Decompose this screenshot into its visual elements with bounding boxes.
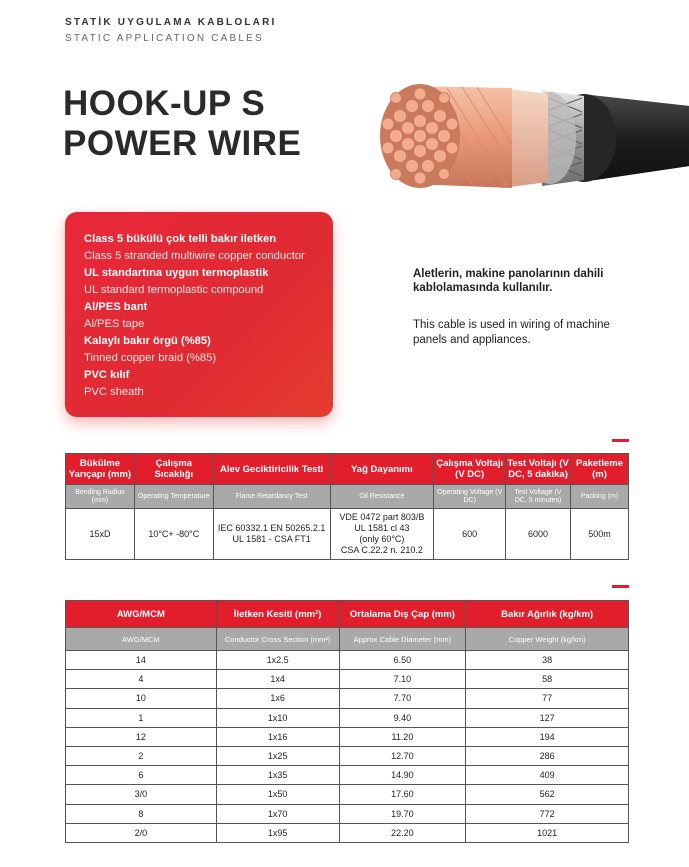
table-row (66, 689, 629, 708)
table-cell: 1x4 (216, 670, 339, 689)
table-row (66, 804, 629, 823)
flame-test-line: UL 1581 - CSA FT1 (232, 534, 311, 544)
sizes-header-cell: İletken Kesiti (mm²) (216, 601, 339, 628)
table-cell: 1x10 (216, 708, 339, 727)
specs-subheader-cell: Operating Voltage (V DC) (434, 485, 506, 509)
sizes-header-cell: Ortalama Dış Çap (mm) (339, 601, 466, 628)
specs-subheader-cell: Flame Retardancy Test (213, 485, 330, 509)
table-cell: 14.90 (339, 766, 466, 785)
table-cell: 1 (66, 708, 217, 727)
table-cell: 22.20 (339, 823, 466, 842)
specs-header-cell: Yağ Dayanımı (330, 454, 434, 485)
table-cell: 1x35 (216, 766, 339, 785)
test-voltage-value: 6000 (506, 509, 571, 560)
construction-item-5-en: PVC sheath (84, 386, 144, 398)
table-cell: 58 (466, 670, 629, 689)
category-title-en: STATIC APPLICATION CABLES (65, 33, 264, 44)
sizes-header-cell: AWG/MCM (66, 601, 217, 628)
cable-image (372, 66, 689, 194)
specs-header-cell: Paketleme (m) (570, 454, 628, 485)
specs-subheader-row (66, 485, 629, 509)
oil-resistance-line: CSA C.22.2 n. 210.2 (340, 545, 423, 555)
oil-resistance-value (330, 509, 434, 560)
section-marker (612, 439, 629, 442)
table-cell: 1x16 (216, 727, 339, 746)
section-marker (612, 585, 629, 588)
specs-header-cell: Çalışma Sıcaklığı (134, 454, 213, 485)
table-cell: 6.50 (339, 651, 466, 670)
sizes-header-row (66, 601, 629, 628)
bending-radius-value: 15xD (66, 509, 135, 560)
table-cell: 10 (66, 689, 217, 708)
construction-item-1-en: Class 5 stranded multiwire copper conductor (84, 250, 305, 262)
table-cell: 19.70 (339, 804, 466, 823)
sizes-table (65, 600, 629, 843)
specs-value-row (66, 509, 629, 560)
table-cell: 3/0 (66, 785, 217, 804)
oil-resistance-line: VDE 0472 part 803/B (339, 512, 425, 522)
construction-item-4-tr: Kalaylı bakır örgü (%85) (84, 335, 211, 347)
specs-header-cell: Test Voltajı (V DC, 5 dakika) (506, 454, 571, 485)
table-cell: 8 (66, 804, 217, 823)
specs-table (65, 453, 629, 560)
table-cell: 194 (466, 727, 629, 746)
table-cell: 4 (66, 670, 217, 689)
product-title-line2: POWER WIRE (63, 124, 302, 163)
table-row (66, 651, 629, 670)
table-cell: 6 (66, 766, 217, 785)
flame-test-line: IEC 60332.1 EN 50265.2.1 (217, 523, 326, 533)
table-row (66, 670, 629, 689)
sizes-subheader-cell: Copper Weight (kg/km) (466, 628, 629, 651)
table-cell: 2/0 (66, 823, 217, 842)
construction-item-3-en: Al/PES tape (84, 318, 145, 330)
table-cell: 14 (66, 651, 217, 670)
construction-item-5-tr: PVC kılıf (84, 369, 130, 381)
construction-item-2-tr: UL standartına uygun termoplastik (84, 267, 269, 279)
table-cell: 1x6 (216, 689, 339, 708)
sizes-subheader-cell: AWG/MCM (66, 628, 217, 651)
construction-item-2-en: UL standard termoplastic compound (84, 284, 264, 296)
specs-subheader-cell: Oil Resistance (330, 485, 434, 509)
table-cell: 12 (66, 727, 217, 746)
description-tr: Aletlerin, makine panolarının dahili kablolamasında kullanılır. (413, 268, 604, 294)
specs-subheader-cell: Operating Temperature (134, 485, 213, 509)
construction-box (65, 212, 333, 417)
packing-value: 500m (570, 509, 628, 560)
construction-item-4-en: Tinned copper braid (%85) (84, 352, 217, 364)
specs-header-cell: Çalışma Voltajı (V DC) (434, 454, 506, 485)
table-cell: 7.10 (339, 670, 466, 689)
specs-subheader-cell: Packing (m) (570, 485, 628, 509)
sizes-subheader-cell: Approx Cable Diameter (mm) (339, 628, 466, 651)
table-cell: 1x25 (216, 746, 339, 765)
sizes-table-body (66, 651, 629, 843)
table-cell: 11.20 (339, 727, 466, 746)
table-cell: 409 (466, 766, 629, 785)
table-cell: 127 (466, 708, 629, 727)
oil-resistance-line: UL 1581 cl 43 (354, 523, 410, 533)
flame-test-value (213, 509, 330, 560)
specs-header-row (66, 454, 629, 485)
table-cell: 12.70 (339, 746, 466, 765)
construction-item-1-tr: Class 5 bükülü çok telli bakır iletken (84, 233, 277, 245)
table-cell: 38 (466, 651, 629, 670)
table-row (66, 766, 629, 785)
table-row (66, 746, 629, 765)
specs-subheader-cell: Bending Radius (mm) (66, 485, 135, 509)
table-row (66, 785, 629, 804)
table-cell: 1x2.5 (216, 651, 339, 670)
description-en: This cable is used in wiring of machine panels and appliances. (413, 319, 610, 346)
specs-header-cell: Bükülme Yarıçapı (mm) (66, 454, 135, 485)
table-cell: 286 (466, 746, 629, 765)
operating-temp-value: 10°C+ -80°C (134, 509, 213, 560)
table-row (66, 727, 629, 746)
table-cell: 1021 (466, 823, 629, 842)
sizes-subheader-cell: Conductor Cross Section (mm²) (216, 628, 339, 651)
table-cell: 17.60 (339, 785, 466, 804)
table-cell: 2 (66, 746, 217, 765)
table-cell: 1x95 (216, 823, 339, 842)
table-cell: 1x70 (216, 804, 339, 823)
sizes-header-cell: Bakır Ağırlık (kg/km) (466, 601, 629, 628)
table-cell: 9.40 (339, 708, 466, 727)
construction-item-3-tr: Al/PES bant (84, 301, 148, 313)
oil-resistance-line: (only 60°C) (359, 534, 405, 544)
table-row (66, 823, 629, 842)
category-title-tr: STATİK UYGULAMA KABLOLARI (65, 17, 277, 28)
sizes-subheader-row (66, 628, 629, 651)
table-row (66, 708, 629, 727)
operating-voltage-value: 600 (434, 509, 506, 560)
specs-header-cell: Alev Geciktiricilik Testi (213, 454, 330, 485)
specs-subheader-cell: Test Voltage (V DC, 5 minutes) (506, 485, 571, 509)
table-cell: 562 (466, 785, 629, 804)
table-cell: 772 (466, 804, 629, 823)
product-title (63, 84, 301, 164)
table-cell: 7.70 (339, 689, 466, 708)
table-cell: 1x50 (216, 785, 339, 804)
product-title-line1: HOOK-UP S (63, 84, 266, 123)
table-cell: 77 (466, 689, 629, 708)
